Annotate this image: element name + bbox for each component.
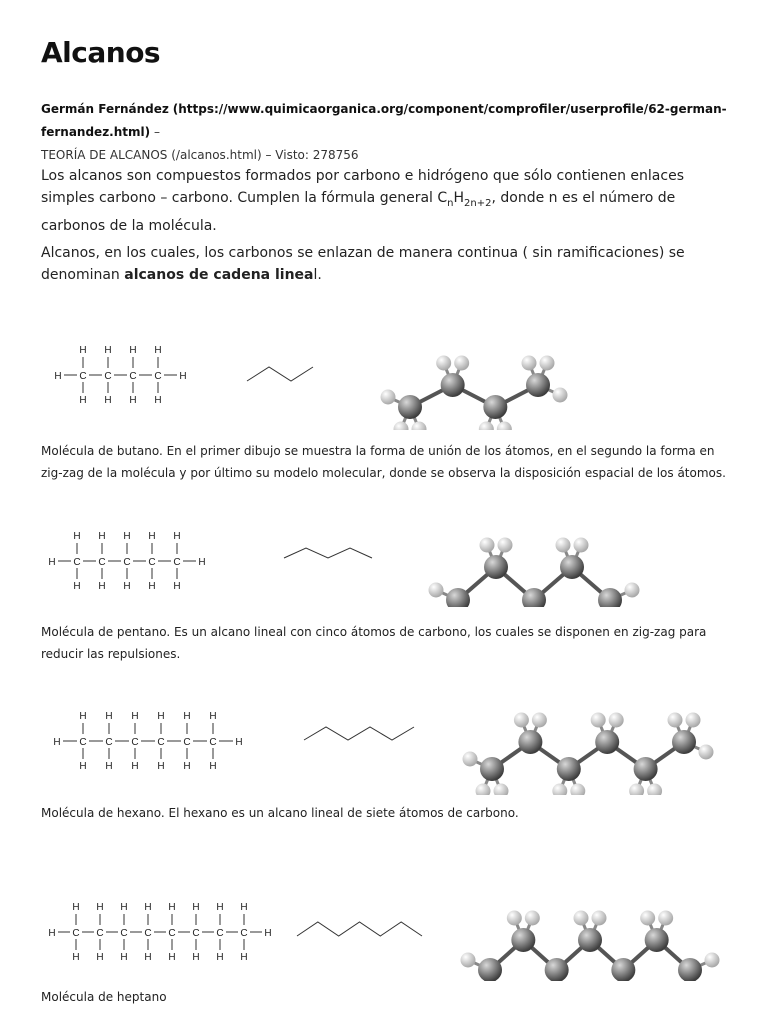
carbon-atom <box>545 958 569 981</box>
carbon-label: C <box>168 928 176 939</box>
hydrogen-label: H <box>129 345 137 356</box>
carbon-atom <box>526 373 550 397</box>
formula-subscript: n <box>447 197 454 209</box>
formula-h: H <box>453 190 465 206</box>
hydrogen-label: H <box>183 761 191 772</box>
carbon-label: C <box>144 928 152 939</box>
carbon-atom <box>518 730 542 754</box>
page-title: Alcanos <box>41 36 161 69</box>
hydrogen-label: H <box>105 761 113 772</box>
butane-caption: Molécula de butano. En el primer dibujo se muestra la forma de unión de los átomos, en el segundo la forma en zig-zag de la molécula y por último su modelo molecular, donde se observa la disposición espacial de los átomos. <box>41 444 726 480</box>
carbon-atom <box>441 373 465 397</box>
carbon-atom <box>480 757 504 781</box>
hydrogen-label: H <box>144 902 152 913</box>
hydrogen-atom <box>463 752 478 767</box>
carbon-label: C <box>72 928 80 939</box>
hydrogen-label: H <box>104 345 112 356</box>
hydrogen-atom <box>570 784 585 796</box>
hydrogen-label: H <box>240 902 248 913</box>
carbon-label: C <box>79 371 87 382</box>
carbon-label: C <box>96 928 104 939</box>
carbon-atom <box>483 395 507 419</box>
carbon-atom <box>645 928 669 952</box>
hydrogen-atom <box>498 538 513 553</box>
hydrogen-label: H <box>73 581 81 592</box>
hydrogen-label: H <box>96 952 104 963</box>
hydrogen-label: H <box>179 371 187 382</box>
linear-paragraph <box>41 242 731 286</box>
hydrogen-atom <box>609 713 624 728</box>
hydrogen-atom <box>494 784 509 796</box>
hydrogen-label: H <box>173 531 181 542</box>
hydrogen-label: H <box>53 737 61 748</box>
hydrogen-atom <box>574 538 589 553</box>
linear-text: Alcanos, en los cuales, los carbonos se enlazan de manera continua ( sin ramificaciones) se denominan <box>41 245 685 283</box>
carbon-label: C <box>73 557 81 568</box>
intro-paragraph <box>41 165 731 237</box>
hydrogen-label: H <box>72 902 80 913</box>
hydrogen-label: H <box>157 761 165 772</box>
hydrogen-label: H <box>192 952 200 963</box>
hydrogen-label: H <box>216 902 224 913</box>
carbon-atom <box>634 757 658 781</box>
hydrogen-label: H <box>79 711 87 722</box>
pentane-figure <box>40 492 660 607</box>
hydrogen-label: H <box>72 952 80 963</box>
hydrogen-atom <box>507 911 522 926</box>
carbon-label: C <box>104 371 112 382</box>
hydrogen-atom <box>591 713 606 728</box>
hydrogen-atom <box>686 713 701 728</box>
carbon-label: C <box>183 737 191 748</box>
carbon-label: C <box>216 928 224 939</box>
article-meta <box>41 98 741 167</box>
carbon-atom <box>678 958 702 981</box>
hexane-figure <box>40 680 730 795</box>
carbon-atom <box>578 928 602 952</box>
author-link[interactable] <box>41 102 727 139</box>
carbon-label: C <box>157 737 165 748</box>
hydrogen-label: H <box>120 952 128 963</box>
hydrogen-label: H <box>168 902 176 913</box>
carbon-label: C <box>148 557 156 568</box>
hydrogen-label: H <box>154 345 162 356</box>
hydrogen-atom <box>454 356 469 371</box>
linear-bold: alcanos de cadena linea <box>124 267 314 283</box>
hydrogen-label: H <box>129 395 137 406</box>
hydrogen-atom <box>514 713 529 728</box>
carbon-atom <box>560 555 584 579</box>
linear-text: l. <box>313 267 322 283</box>
butane-figure <box>40 315 600 430</box>
hydrogen-label: H <box>105 711 113 722</box>
carbon-atom <box>557 757 581 781</box>
carbon-label: C <box>120 928 128 939</box>
hydrogen-atom <box>394 422 409 431</box>
hydrogen-atom <box>629 784 644 796</box>
hydrogen-label: H <box>192 902 200 913</box>
hydrogen-label: H <box>144 952 152 963</box>
hydrogen-atom <box>647 784 662 796</box>
hydrogen-atom <box>532 713 547 728</box>
hydrogen-label: H <box>98 581 106 592</box>
carbon-label: C <box>240 928 248 939</box>
carbon-atom <box>611 958 635 981</box>
hydrogen-atom <box>552 784 567 796</box>
carbon-label: C <box>79 737 87 748</box>
hydrogen-label: H <box>240 952 248 963</box>
views-label: Visto: <box>275 148 309 162</box>
category-link[interactable] <box>41 148 262 162</box>
carbon-atom <box>511 928 535 952</box>
hexane-caption: Molécula de hexano. El hexano es un alcano lineal de siete átomos de carbono. <box>41 806 519 820</box>
hydrogen-label: H <box>120 902 128 913</box>
skeletal-zigzag <box>284 548 372 558</box>
hydrogen-label: H <box>131 761 139 772</box>
hydrogen-label: H <box>123 531 131 542</box>
hydrogen-label: H <box>79 761 87 772</box>
hydrogen-label: H <box>48 928 56 939</box>
category-url: (/alcanos.html) <box>171 148 262 162</box>
hydrogen-label: H <box>198 557 206 568</box>
hydrogen-atom <box>625 583 640 598</box>
carbon-label: C <box>123 557 131 568</box>
hydrogen-label: H <box>96 902 104 913</box>
hydrogen-label: H <box>98 531 106 542</box>
skeletal-zigzag <box>247 367 313 381</box>
hydrogen-atom <box>705 953 720 968</box>
hydrogen-label: H <box>264 928 272 939</box>
hydrogen-atom <box>522 356 537 371</box>
hydrogen-label: H <box>79 395 87 406</box>
hydrogen-atom <box>525 911 540 926</box>
hydrogen-atom <box>540 356 555 371</box>
carbon-label: C <box>131 737 139 748</box>
hydrogen-atom <box>436 356 451 371</box>
hydrogen-label: H <box>131 711 139 722</box>
hydrogen-atom <box>574 911 589 926</box>
pentane-caption: Molécula de pentano. Es un alcano lineal con cinco átomos de carbono, los cuales se disponen en zig-zag para reducir las repulsiones. <box>41 625 707 661</box>
carbon-atom <box>672 730 696 754</box>
hydrogen-label: H <box>216 952 224 963</box>
hydrogen-label: H <box>73 531 81 542</box>
hydrogen-label: H <box>48 557 56 568</box>
hydrogen-atom <box>479 422 494 431</box>
category-name: TEORÍA DE ALCANOS <box>41 148 168 162</box>
meta-separator: – <box>261 148 276 162</box>
hydrogen-label: H <box>209 761 217 772</box>
hydrogen-atom <box>497 422 512 431</box>
carbon-atom <box>595 730 619 754</box>
carbon-label: C <box>105 737 113 748</box>
meta-separator: – <box>150 125 160 139</box>
carbon-atom <box>398 395 422 419</box>
carbon-label: C <box>98 557 106 568</box>
hydrogen-atom <box>553 388 568 403</box>
author-name: Germán Fernández <box>41 102 169 116</box>
hydrogen-label: H <box>168 952 176 963</box>
hydrogen-atom <box>381 390 396 405</box>
skeletal-zigzag <box>297 922 422 936</box>
intro-text: , donde n es el número de carbonos de la molécula. <box>41 190 676 234</box>
hydrogen-atom <box>461 953 476 968</box>
hydrogen-atom <box>556 538 571 553</box>
carbon-label: C <box>129 371 137 382</box>
hydrogen-atom <box>429 583 444 598</box>
hydrogen-atom <box>476 784 491 796</box>
heptane-figure <box>40 866 730 981</box>
hydrogen-atom <box>658 911 673 926</box>
hydrogen-atom <box>412 422 427 431</box>
hydrogen-label: H <box>79 345 87 356</box>
hydrogen-label: H <box>183 711 191 722</box>
carbon-atom <box>484 555 508 579</box>
skeletal-zigzag <box>304 727 414 740</box>
hydrogen-label: H <box>154 395 162 406</box>
hydrogen-label: H <box>173 581 181 592</box>
hydrogen-atom <box>480 538 495 553</box>
hydrogen-label: H <box>209 711 217 722</box>
carbon-label: C <box>154 371 162 382</box>
carbon-label: C <box>192 928 200 939</box>
hydrogen-atom <box>592 911 607 926</box>
hydrogen-label: H <box>148 531 156 542</box>
carbon-label: C <box>173 557 181 568</box>
hydrogen-label: H <box>54 371 62 382</box>
intro-text: Los alcanos son compuestos formados por carbono e hidrógeno que sólo contienen enlaces simples carbono – carbono. Cumplen la fórmula general C <box>41 168 684 206</box>
hydrogen-label: H <box>123 581 131 592</box>
hydrogen-label: H <box>104 395 112 406</box>
hydrogen-label: H <box>148 581 156 592</box>
hydrogen-atom <box>640 911 655 926</box>
hydrogen-label: H <box>157 711 165 722</box>
views-count: 278756 <box>312 148 359 162</box>
carbon-atom <box>478 958 502 981</box>
hydrogen-atom <box>668 713 683 728</box>
hydrogen-atom <box>699 745 714 760</box>
hydrogen-label: H <box>235 737 243 748</box>
author-url: (https://www.quimicaorganica.org/component/comprofiler/userprofile/62-german-fernandez.html) <box>41 102 727 139</box>
formula-subscript: 2n+2 <box>464 197 492 209</box>
carbon-label: C <box>209 737 217 748</box>
heptane-caption: Molécula de heptano <box>41 990 167 1004</box>
